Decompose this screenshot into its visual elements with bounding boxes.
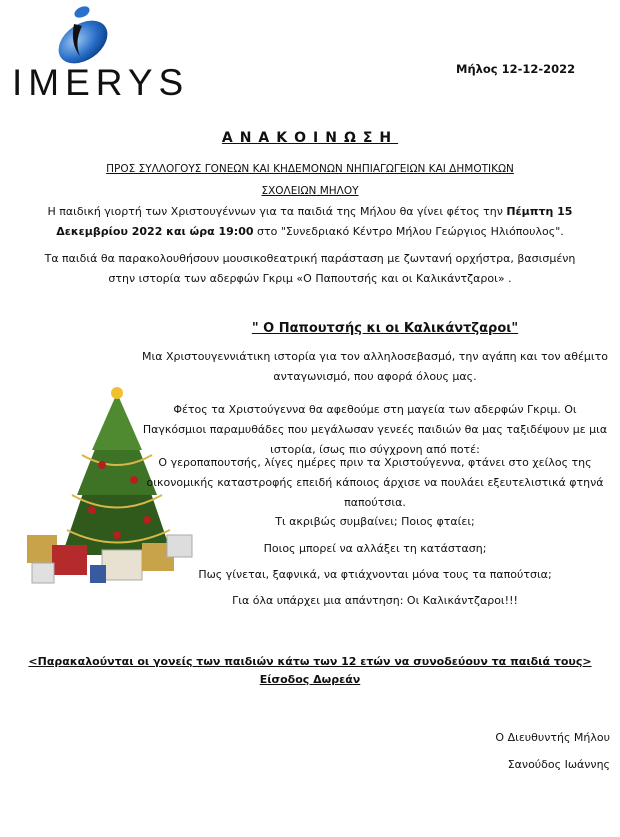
logo-text: IMERYS	[12, 62, 190, 103]
text: Η παιδική γιορτή των Χριστουγέννων για τα παιδιά της Μήλου θα γίνει φέτος την	[47, 205, 507, 218]
text-line: Παγκόσμιοι παραμυθάδες που μεγάλωσαν γενεές παιδιών θα μας ταξιδέψουν με μια	[142, 423, 608, 436]
signature-role: Ο Διευθυντής Μήλου	[495, 731, 610, 744]
event-paragraph	[10, 202, 610, 242]
text-line: Φέτος τα Χριστούγεννα θα αφεθούμε στη μαγεία των αδερφών Γκριμ. Οι	[173, 403, 577, 416]
subtitle-line: ΣΧΟΛΕΙΩΝ ΜΗΛΟΥ	[261, 185, 359, 197]
story-grimm	[140, 400, 610, 460]
date-line: Μήλος 12-12-2022	[456, 62, 576, 76]
story-question: Ποιος μπορεί να αλλάξει τη κατάσταση;	[263, 542, 487, 555]
text-line: Τα παιδιά θα παρακολουθήσουν μουσικοθεατρική παράσταση με ζωντανή ορχήστρα, βασισμένη	[44, 252, 576, 265]
page-title: ΑΝΑΚΟΙΝΩΣΗ	[221, 130, 399, 146]
event-venue: στο "Συνεδριακό Κέντρο Μήλου Γεώργιος Ηλιόπουλος".	[253, 225, 564, 238]
parents-notice: <Παρακαλούνται οι γονείς των παιδιών κάτω των 12 ετών να συνοδεύουν τα παιδιά τους>	[28, 655, 592, 668]
story-question: Πως γίνεται, ξαφνικά, να φτιάχνονται μόνα τους τα παπούτσια;	[198, 568, 552, 581]
event-date-time: Δεκεμβρίου 2022 και ώρα 19:00	[56, 225, 254, 238]
text-line: Ο γεροπαπουτσής, λίγες ημέρες πριν τα Χριστούγεννα, φτάνει στο χείλος της	[158, 456, 592, 469]
subtitle	[30, 158, 590, 202]
event-date: Πέμπτη 15	[506, 205, 573, 218]
story-intro	[140, 347, 610, 387]
text-line: Μια Χριστουγεννιάτικη ιστορία για τον αλληλοσεβασμό, την αγάπη και τον αθέμιτο	[141, 350, 609, 363]
story-question: Τι ακριβώς συμβαίνει; Ποιος φταίει;	[275, 515, 475, 528]
text-line: ιστορία, ίσως πιο σύγχρονη από ποτέ:	[270, 443, 480, 456]
show-paragraph	[10, 249, 610, 289]
text-line: ανταγωνισμό, που αφορά όλους μας.	[273, 370, 477, 383]
text-line: παπούτσια.	[344, 496, 406, 509]
story-answer: Για όλα υπάρχει μια απάντηση: Οι Καλικάντζαροι!!!	[232, 594, 518, 607]
imerys-logo-icon	[50, 4, 112, 64]
footer-notice	[0, 653, 620, 689]
text-line: οικονομικής καταστροφής επειδή κάποιος άρχισε να πουλάει εξευτελιστικά φτηνά	[146, 476, 604, 489]
story-plot	[140, 453, 610, 513]
show-title: " Ο Παπουτσής κι οι Καλικάντζαροι"	[251, 321, 519, 336]
free-entry: Είσοδος Δωρεάν	[259, 673, 361, 686]
subtitle-line: ΠΡΟΣ ΣΥΛΛΟΓΟΥΣ ΓΟΝΕΩΝ ΚΑΙ ΚΗΔΕΜΟΝΩΝ ΝΗΠΙΑΓΩΓΕΙΩΝ ΚΑΙ ΔΗΜΟΤΙΚΩΝ	[106, 163, 514, 175]
signature-name: Σανούδος Ιωάννης	[507, 758, 610, 771]
text-line: στην ιστορία των αδερφών Γκριμ «Ο Παπουτσής και οι Καλικάντζαροι» .	[108, 272, 512, 285]
